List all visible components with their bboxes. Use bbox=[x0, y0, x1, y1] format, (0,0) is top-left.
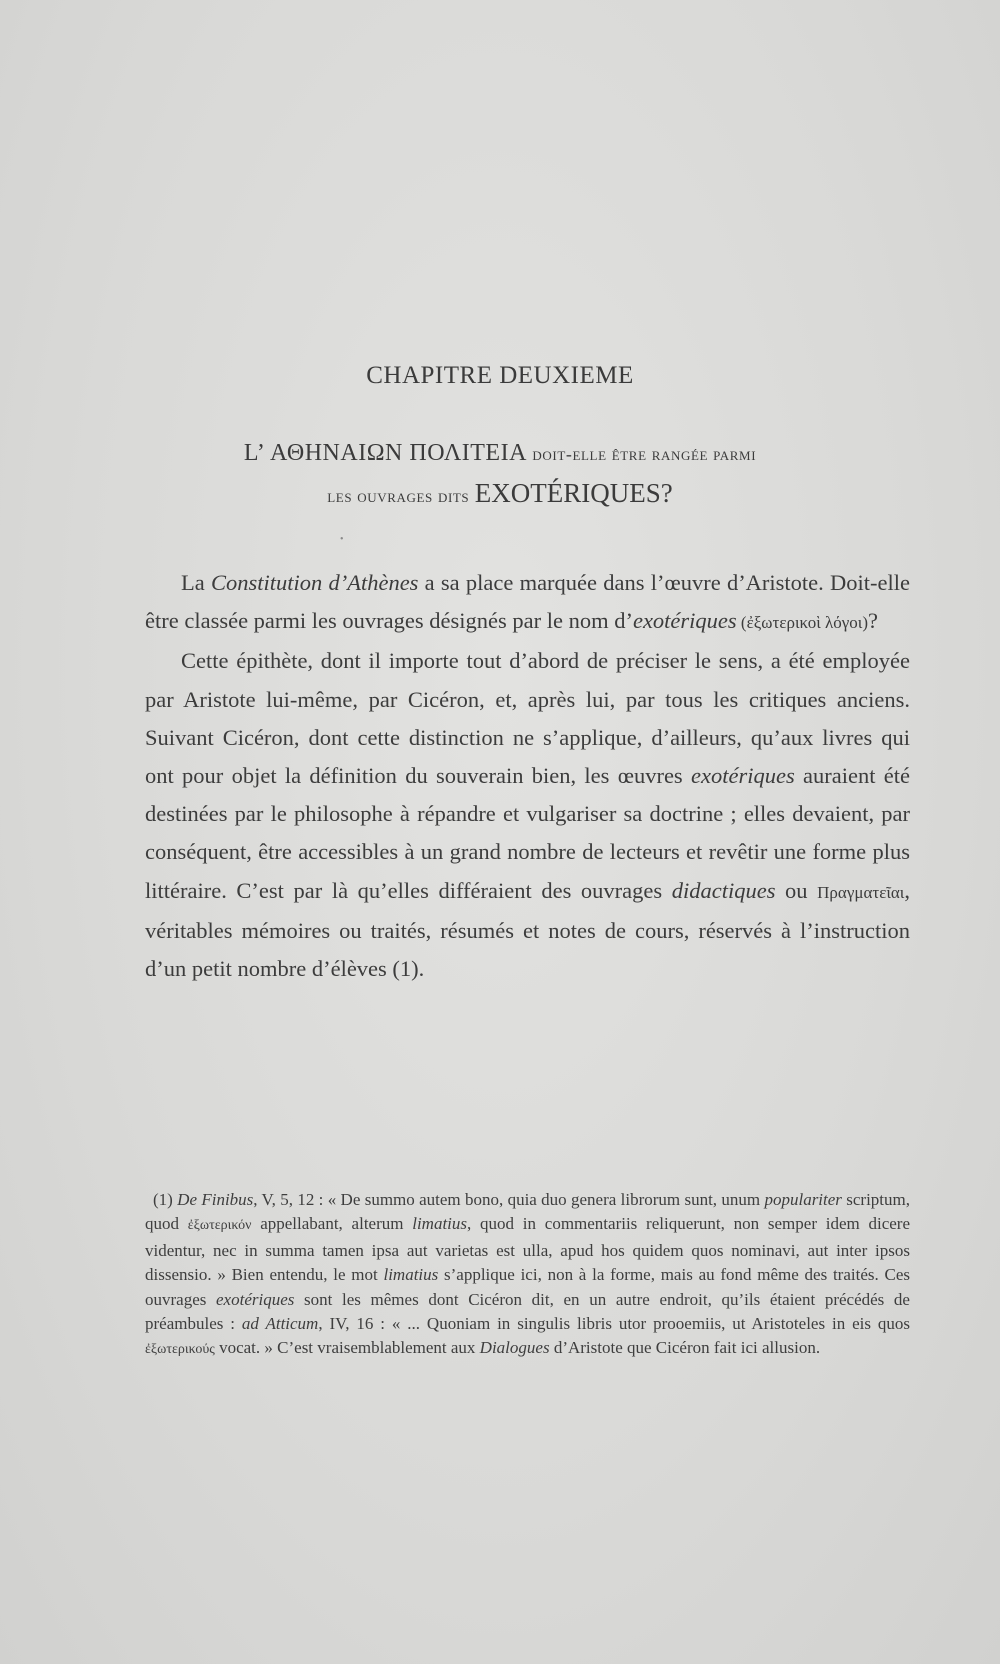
chapter-title: CHAPITRE DEUXIEME bbox=[366, 362, 634, 389]
subtitle-question-cont: les ouvrages dits bbox=[327, 486, 470, 506]
body-text bbox=[145, 564, 910, 988]
footnote-1: (1) De Finibus, V, 5, 12 : « De summo autem bono, quia duo genera librorum sunt, unum populariter scriptum, quod ἐξωτερικόν appellabant, alterum limatius, quod in commentariis reliquerunt, non semper idem dicere videntur, nec in summa tamen ipsa aut varietas est ulla, apud hos quidem quos nominavi, aut inter ipsos dissensio. » Bien entendu, le mot limatius s’applique ici, non à la forme, mais au fond même des traités. Ces ouvrages exotériques sont les mêmes dont Cicéron dit, en un autre endroit, qu’ils étaient précédés de préambules : ad Atticum, IV, 16 : « ... Quoniam in singulis libris utor prooemiis, ut Aristoteles in eis quos ἐξωτερικούς vocat. » C’est vraisemblablement aux Dialogues d’Aristote que Cicéron fait ici allusion. bbox=[145, 1190, 911, 1358]
paragraph-2: Cette épithète, dont il importe tout d’abord de préciser le sens, a été employée par Aristote lui-même, par Cicéron, et, après lui, par tous les critiques anciens. Suivant Cicéron, dont cette distinction ne s’applique, d’ailleurs, qu’aux livres qui ont pour objet la définition du souverain bien, les œuvres exotériques auraient été destinées par le philosophe à répandre et vulgariser sa doctrine ; elles devaient, par conséquent, être accessibles à un grand nombre de lecteurs et revêtir une forme plus littéraire. C’est par là qu’elles différaient des ouvrages didactiques ou Πραγματεῖαι, véritables mémoires ou traités, résumés et notes de cours, réservés à l’instruction d’un petit nombre d’élèves (1). bbox=[145, 648, 911, 982]
greek-phrase: (ἐξωτερικοὶ λόγοι) bbox=[736, 613, 869, 633]
subtitle-exoteriques: EXOTÉRIQUES? bbox=[474, 478, 673, 508]
paragraph-1: La Constitution d’Athènes a sa place marquée dans l’œuvre d’Aristote. Doit-elle être classée parmi les ouvrages désignés par le nom d’exotériques (ἐξωτερικοὶ λόγοι)? bbox=[145, 570, 910, 634]
subtitle-question: doit-elle être rangée parmi bbox=[532, 444, 757, 464]
ornament-dot: • bbox=[340, 534, 344, 545]
chapter-subtitle-line-2 bbox=[0, 478, 1000, 509]
chapter-subtitle-line-1 bbox=[0, 440, 1000, 467]
greek-word: Πραγματεῖαι bbox=[817, 882, 905, 902]
footnote bbox=[145, 1188, 910, 1363]
greek-title: L’ ΑΘΗΝΑΙΩΝ ΠΟΛΙΤΕΙΑ bbox=[243, 440, 527, 466]
